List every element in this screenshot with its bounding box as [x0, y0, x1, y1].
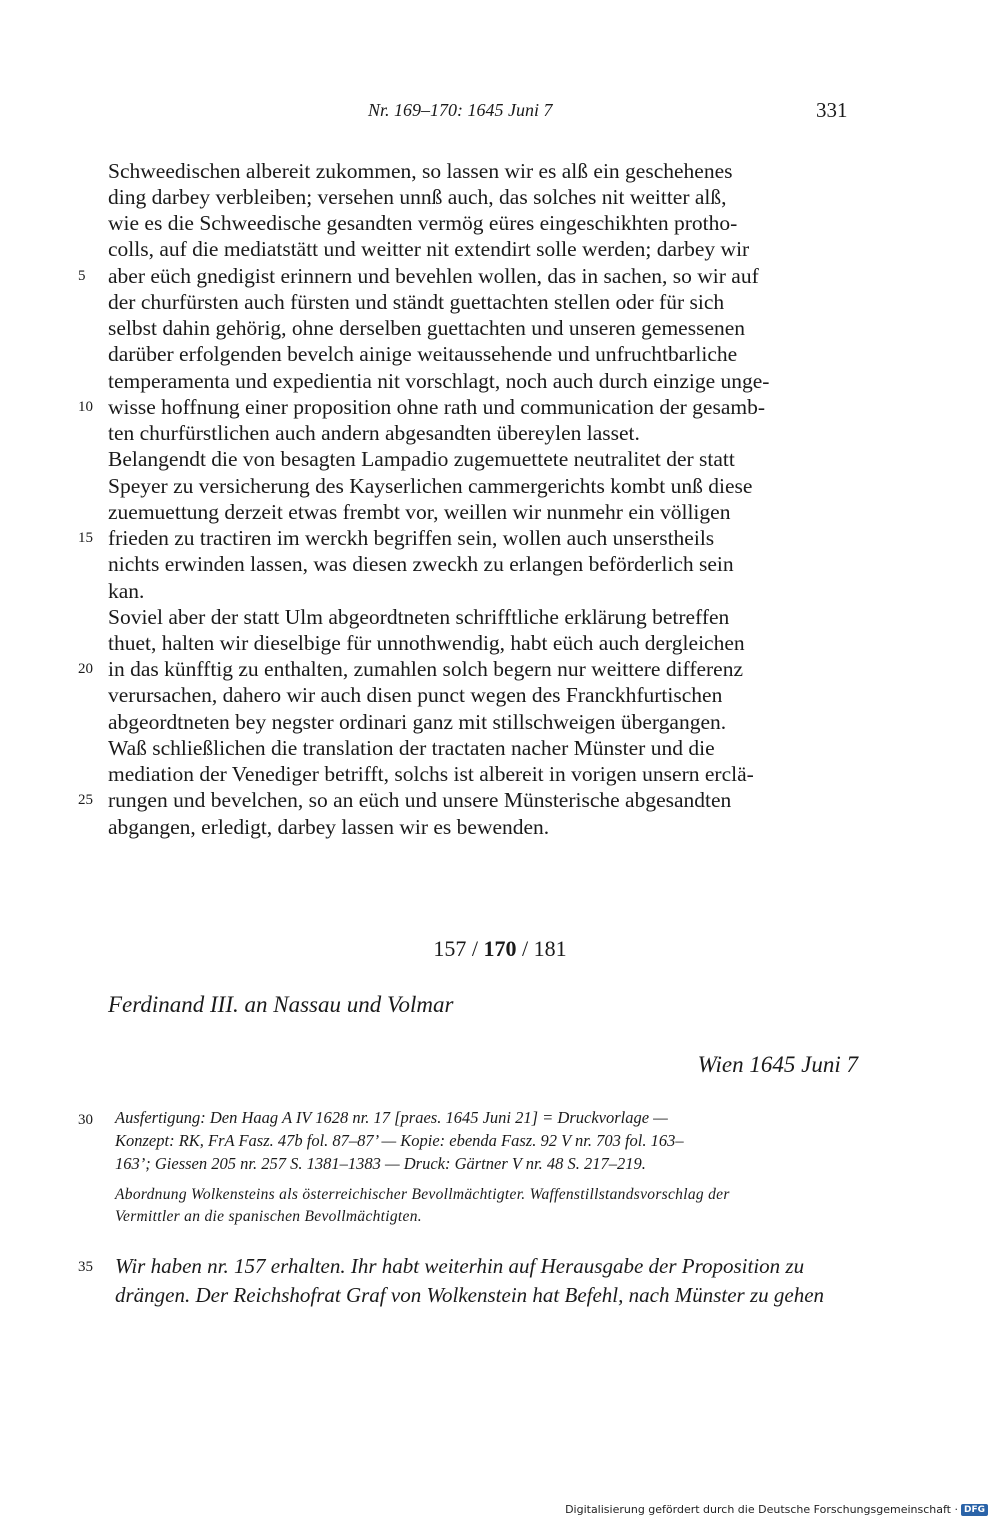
text-line: frieden zu tractiren im werckh begriffen sein, wollen auch unserstheils — [108, 526, 715, 550]
source-line: 163’; Giessen 205 nr. 257 S. 1381–1383 — Druck: Gärtner V nr. 48 S. 217–219. — [115, 1154, 646, 1173]
document-number — [0, 936, 1000, 962]
line-number: 25 — [78, 792, 93, 808]
text-line: Belangendt die von besagten Lampadio zugemuettete neutralitet der statt — [108, 447, 735, 471]
footer — [565, 1503, 988, 1516]
text-line: wie es die Schweedische gesandten vermög eüres eingeschikhten protho- — [108, 211, 738, 235]
text-line: rungen und bevelchen, so an eüch und unsere Münsterische abgesandten — [108, 788, 732, 812]
document-title: Ferdinand III. an Nassau und Volmar — [108, 992, 454, 1017]
text-line: Schweedischen albereit zukommen, so lassen wir es alß ein geschehenes — [108, 159, 733, 183]
source-line: Konzept: RK, FrA Fasz. 47b fol. 87–87’ — Kopie: ebenda Fasz. 92 V nr. 703 fol. 163– — [115, 1131, 684, 1150]
document-number-next: 181 — [533, 936, 567, 961]
document-number-separator: / — [471, 936, 478, 961]
summary-line: drängen. Der Reichshofrat Graf von Wolkenstein hat Befehl, nach Münster zu gehen — [115, 1283, 825, 1307]
text-line: darüber erfolgenden bevelch ainige weitaussehende und unfruchtbarliche — [108, 342, 738, 366]
footer-text: Digitalisierung gefördert durch die Deutsche Forschungsgemeinschaft · — [565, 1503, 958, 1516]
regest-line: Vermittler an die spanischen Bevollmächtigten. — [115, 1208, 422, 1225]
text-line: Soviel aber der statt Ulm abgeordtneten schrifftliche erklärung betreffen — [108, 605, 730, 629]
summary-line: Wir haben nr. 157 erhalten. Ihr habt weiterhin auf Herausgabe der Proposition zu — [115, 1254, 805, 1278]
text-line: nichts erwinden lassen, was diesen zweckh zu erlangen beförderlich sein — [108, 552, 734, 576]
line-number: 30 — [78, 1112, 93, 1128]
text-line: temperamenta und expedientia nit vorschlagt, noch auch durch einzige unge- — [108, 369, 770, 393]
text-line: zuemuettung derzeit etwas frembt vor, weillen wir nunmehr ein völligen — [108, 500, 731, 524]
text-line: mediation der Venediger betrifft, solchs ist albereit in vorigen unsern erclä- — [108, 762, 754, 786]
line-number: 5 — [78, 268, 86, 284]
text-line: thuet, halten wir dieselbige für unnothwendig, habt eüch auch dergleichen — [108, 631, 745, 655]
text-line: colls, auf die mediatstätt und weitter nit extendirt solle werden; darbey wir — [108, 237, 750, 261]
line-number: 20 — [78, 661, 93, 677]
text-line: ding darbey verbleiben; versehen unnß auch, das solches nit weitter alß, — [108, 185, 727, 209]
text-line: abgangen, erledigt, darbey lassen wir es bewenden. — [108, 815, 550, 839]
dfg-logo: DFG — [961, 1504, 988, 1516]
page-number: 331 — [816, 98, 848, 122]
text-line: in das künfftig zu enthalten, zumahlen solch begern nur weittere differenz — [108, 657, 744, 681]
line-number: 15 — [78, 530, 93, 546]
text-line: verursachen, dahero wir auch disen punct wegen des Franckhfurtischen — [108, 683, 723, 707]
text-line: ten churfürstlichen auch andern abgesandten übereylen lasset. — [108, 421, 640, 445]
running-header: Nr. 169–170: 1645 Juni 7 — [368, 100, 553, 120]
text-line: der churfürsten auch fürsten und ständt guettachten stellen oder für sich — [108, 290, 725, 314]
line-number: 35 — [78, 1259, 93, 1275]
text-line: aber eüch gnedigist erinnern und bevehlen wollen, das in sachen, so wir auf — [108, 264, 759, 288]
document-number-separator: / — [522, 936, 529, 961]
text-line: Waß schließlichen die translation der tractaten nacher Münster und die — [108, 736, 715, 760]
text-line: kan. — [108, 579, 145, 603]
document-place-date: Wien 1645 Juni 7 — [697, 1052, 858, 1077]
line-number: 10 — [78, 399, 93, 415]
document-number-current: 170 — [483, 936, 517, 961]
regest-line: Abordnung Wolkensteins als österreichischer Bevollmächtigter. Waffenstillstandsvorschlag der — [115, 1186, 730, 1203]
text-line: abgeordtneten bey negster ordinari ganz mit stillschweigen übergangen. — [108, 710, 727, 734]
source-line: Ausfertigung: Den Haag A IV 1628 nr. 17 [praes. 1645 Juni 21] = Druckvorlage — — [115, 1108, 668, 1127]
text-line: selbst dahin gehörig, ohne derselben guettachten und unseren gemessenen — [108, 316, 746, 340]
document-number-previous: 157 — [433, 936, 467, 961]
text-line: wisse hoffnung einer proposition ohne rath und communication der gesamb- — [108, 395, 765, 419]
text-line: Speyer zu versicherung des Kayserlichen cammergerichts kombt unß diese — [108, 474, 753, 498]
